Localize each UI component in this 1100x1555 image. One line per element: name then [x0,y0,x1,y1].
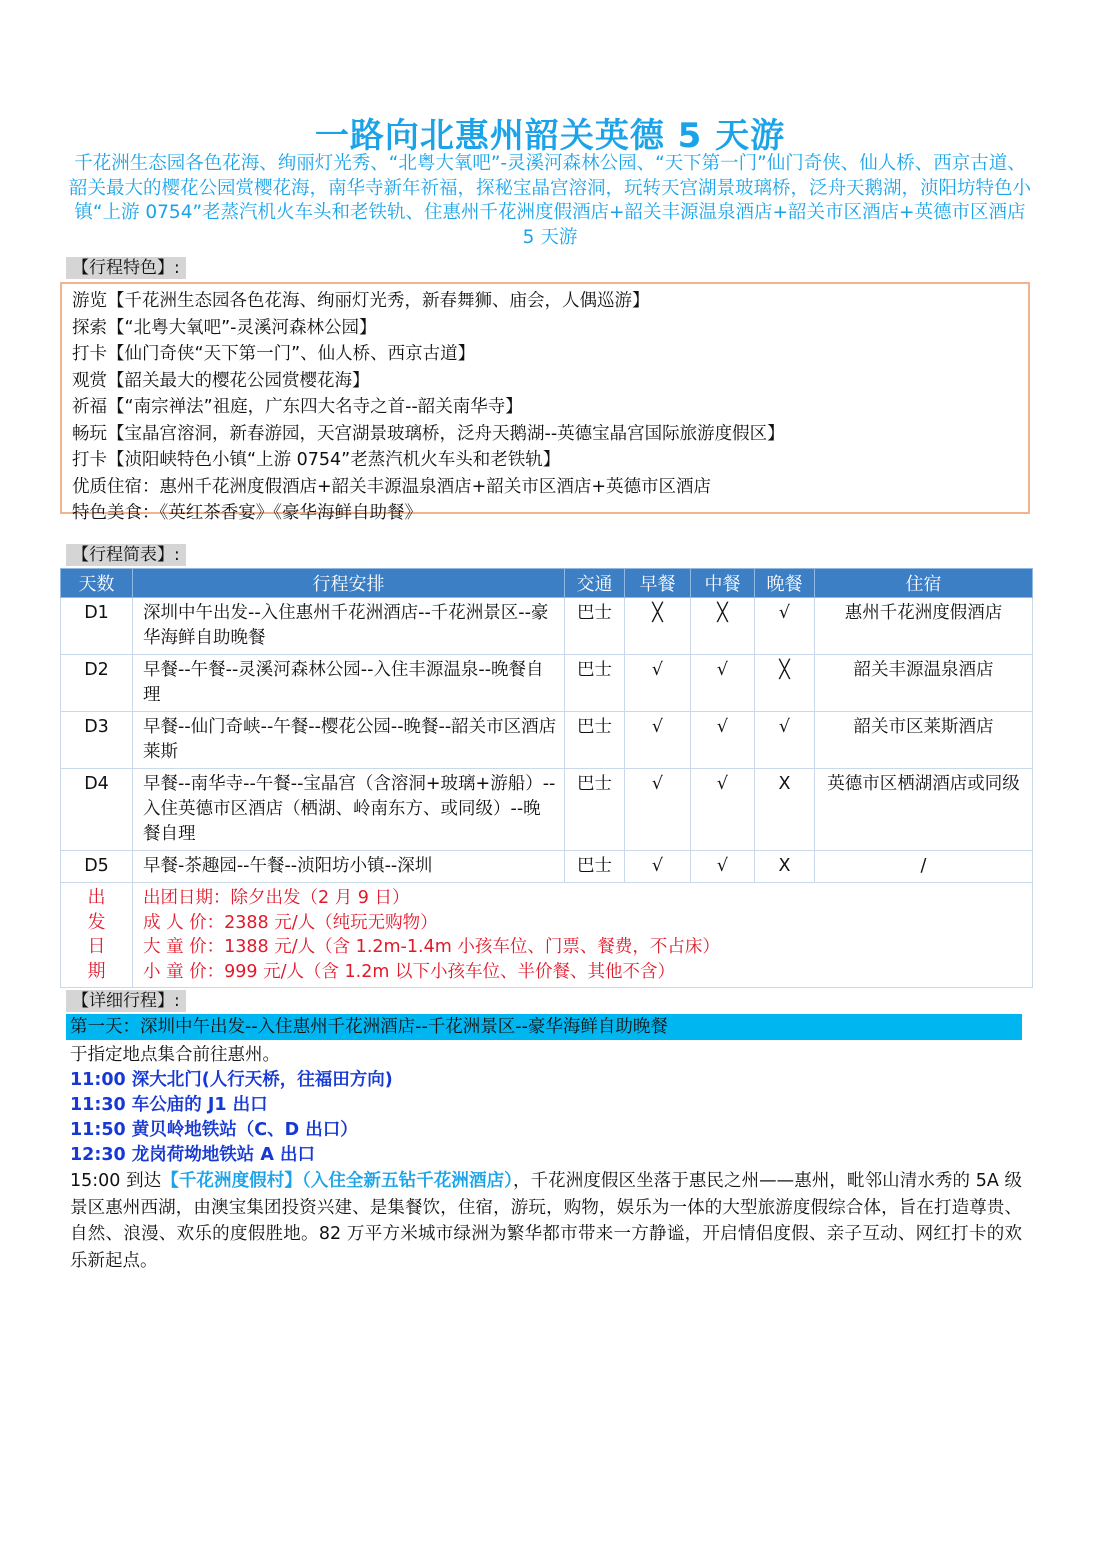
feature-item: 特色美食：《英红茶香宴》《豪华海鲜自助餐》 [72,503,422,523]
table-row [61,712,1033,769]
cell-plan: 早餐--午餐--灵溪河森林公园--入住丰源温泉--晚餐自理 [133,655,565,712]
feature-item: 打卡【浈阳峡特色小镇“上游 0754”老蒸汽机火车头和老铁轨】 [72,450,561,470]
arrival-paragraph [70,1168,1022,1274]
arrival-time: 15:00 到达 [70,1171,162,1191]
feature-item: 游览【千花洲生态园各色花海、绚丽灯光秀，新春舞狮、庙会，人偶巡游】 [72,291,650,311]
header-dinner: 晚餐 [755,569,815,598]
cell-dinner: X [755,769,815,851]
cell-hotel: 韶关丰源温泉酒店 [815,655,1033,712]
departure-row [61,883,1033,988]
header-plan: 行程安排 [133,569,565,598]
cell-plan: 早餐--仙门奇峡--午餐--樱花公园--晚餐--韶关市区酒店莱斯 [133,712,565,769]
cell-day: D1 [61,598,133,655]
arrival-description: ，千花洲度假区坐落于惠民之州——惠州，毗邻山清水秀的 5A 级景区惠州西湖，由澳宝集团投资兴建、是集餐饮，住宿，游玩，购物，娱乐为一体的大型旅游度假综合体，旨在打造尊贵、自然、浪漫、欢乐的度假胜地。82 万平方米城市绿洲为繁华都市带来一方静谧，开启情侣度假、亲子互动、网红打卡的欢乐新起点。 [70,1171,1023,1271]
header-transport: 交通 [565,569,625,598]
cell-day: D4 [61,769,133,851]
features-label: 【行程特色】: [66,257,186,279]
cell-lunch: √ [691,712,755,769]
day1-title-bar: 第一天：深圳中午出发--入住惠州千花洲酒店--千花洲景区--豪华海鲜自助晚餐 [66,1014,1022,1040]
cell-breakfast: √ [625,712,691,769]
adult-price: 成 人 价：2388 元/人（纯玩无购物） [143,912,438,933]
departure-label-char: 日 [87,936,106,957]
schedule-table [60,568,1033,988]
table-row [61,655,1033,712]
cell-hotel: 英德市区栖湖酒店或同级 [815,769,1033,851]
cell-day: D2 [61,655,133,712]
cell-breakfast: ╳ [625,598,691,655]
younger-child-price: 小 童 价：999 元/人（含 1.2m 以下小孩车位、半价餐、其他不含） [143,961,675,982]
cell-lunch: √ [691,769,755,851]
feature-item: 观赏【韶关最大的樱花公园赏樱花海】 [72,370,370,391]
table-header-row [61,569,1033,598]
arrival-place: 【千花洲度假村】（入住全新五钻千花洲酒店） [161,1171,514,1191]
cell-breakfast: √ [625,655,691,712]
cell-hotel: 韶关市区莱斯酒店 [815,712,1033,769]
cell-transport: 巴士 [565,851,625,883]
feature-item: 优质住宿：惠州千花洲度假酒店+韶关丰源温泉酒店+韶关市区酒店+英德市区酒店 [72,476,711,497]
feature-item: 畅玩【宝晶宫溶洞，新春游园，天宫湖景玻璃桥，泛舟天鹅湖--英德宝晶宫国际旅游度假区】 [72,423,785,444]
day1-intro: 于指定地点集合前往惠州。 [70,1045,280,1065]
feature-item: 探索【“北粤大氧吧”-灵溪河森林公园】 [72,317,377,338]
cell-transport: 巴士 [565,712,625,769]
departure-label-char: 期 [87,960,106,982]
cell-lunch: √ [691,655,755,712]
cell-dinner: √ [755,598,815,655]
older-child-price: 大 童 价：1388 元/人（含 1.2m-1.4m 小孩车位、门票、餐费，不占床） [143,937,720,957]
pickup-point: 11:00 深大北门(人行天桥，往福田方向) [70,1070,393,1090]
departure-label-char: 发 [87,911,106,933]
cell-lunch: ╳ [691,598,755,655]
cell-hotel: / [815,851,1033,883]
cell-day: D5 [61,851,133,883]
departure-label-char: 出 [87,887,106,908]
feature-item: 祈福【“南宗禅法”祖庭，广东四大名寺之首--韶关南华寺】 [72,397,523,417]
pickup-point: 11:50 黄贝岭地铁站（C、D 出口） [70,1120,358,1140]
page-subtitle: 千花洲生态园各色花海、绚丽灯光秀、“北粤大氧吧”-灵溪河森林公园、“天下第一门”仙门奇侠、仙人桥、西京古道、韶关最大的樱花公园赏樱花海，南华寺新年祈福，探秘宝晶宫溶洞，玩转天宫湖景玻璃桥，泛舟天鹅湖，浈阳坊特色小镇“上游 0754”老蒸汽机火车头和老铁轨、住惠州千花洲度假酒店+韶关丰源温泉酒店+韶关市区酒店+英德市区酒店 5 天游 [68,153,1031,248]
departure-date: 出团日期：除夕出发（2 月 9 日） [143,888,410,908]
cell-breakfast: √ [625,851,691,883]
cell-transport: 巴士 [565,769,625,851]
cell-transport: 巴士 [565,655,625,712]
schedule-label: 【行程简表】: [66,544,186,566]
departure-label-cell [61,883,133,988]
detail-label: 【详细行程】: [66,990,186,1012]
header-breakfast: 早餐 [625,569,691,598]
cell-transport: 巴士 [565,598,625,655]
cell-breakfast: √ [625,769,691,851]
feature-item: 打卡【仙门奇侠“天下第一门”、仙人桥、西京古道】 [72,344,476,364]
table-row [61,598,1033,655]
departure-info-cell [133,883,1033,988]
cell-plan: 早餐-茶趣园--午餐--浈阳坊小镇--深圳 [133,851,565,883]
table-row [61,851,1033,883]
cell-day: D3 [61,712,133,769]
pickup-point: 11:30 车公庙的 J1 出口 [70,1095,268,1115]
table-row [61,769,1033,851]
cell-plan: 早餐--南华寺--午餐--宝晶宫（含溶洞+玻璃+游船）--入住英德市区酒店（栖湖、岭南东方、或同级）--晚餐自理 [133,769,565,851]
cell-dinner: ╳ [755,655,815,712]
header-day: 天数 [61,569,133,598]
cell-hotel: 惠州千花洲度假酒店 [815,598,1033,655]
cell-dinner: √ [755,712,815,769]
page-title: 一路向北惠州韶关英德 5 天游 [314,116,786,156]
pickup-point: 12:30 龙岗荷坳地铁站 A 出口 [70,1145,316,1165]
cell-plan: 深圳中午出发--入住惠州千花洲酒店--千花洲景区--豪华海鲜自助晚餐 [133,598,565,655]
features-box [60,282,1030,523]
cell-lunch: √ [691,851,755,883]
header-hotel: 住宿 [815,569,1033,598]
cell-dinner: X [755,851,815,883]
header-lunch: 中餐 [691,569,755,598]
